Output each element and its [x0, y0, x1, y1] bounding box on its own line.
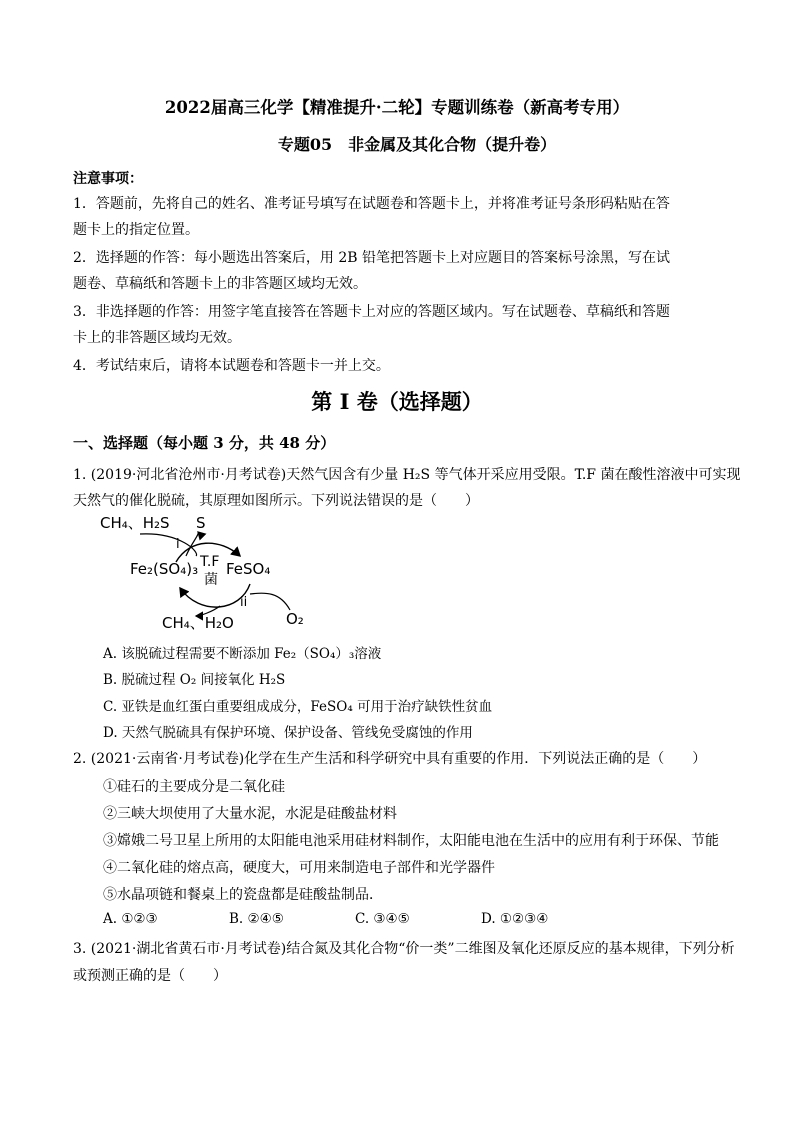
q2-option-b: B. ②④⑤	[229, 911, 284, 927]
label-bacteria: 菌	[204, 572, 218, 588]
q2-option-a: A. ①②③	[103, 911, 158, 927]
q3-stem-line2: 或预测正确的是（ ）	[73, 968, 227, 984]
q2-statement: ③嫦娥二号卫星上所用的太阳能电池采用硅材料制作，太阳能电池在生活中的应用有利于环保、节能	[103, 833, 719, 849]
notice-line: 1．答题前，先将自己的姓名、准考证号填写在试题卷和答题卡上，并将准考证号条形码粘贴在答	[73, 196, 670, 212]
q2-statement: ②三峡大坝使用了大量水泥，水泥是硅酸盐材料	[103, 806, 397, 822]
q1-desulfurization-diagram	[100, 512, 320, 640]
notice-line: 题卷、草稿纸和答题卡上的非答题区域均无效。	[73, 276, 367, 292]
label-ch4-h2o: CH₄、H₂O	[162, 614, 234, 632]
q3-stem-line1: 3. (2021·湖北省黄石市·月考试卷)结合氮及其化合物“价一类”二维图及氧化还原反应的基本规律，下列分析	[73, 941, 735, 957]
notice-line: 题卡上的指定位置。	[73, 222, 199, 238]
q2-statement: ④二氧化硅的熔点高，硬度大，可用来制造电子部件和光学器件	[103, 860, 495, 876]
label-tf: T.F	[200, 554, 220, 570]
notice-heading: 注意事项：	[73, 171, 143, 187]
paper-subtitle: 专题05 非金属及其化合物（提升卷）	[277, 135, 557, 154]
q2-stem: 2. (2021·云南省·月考试卷)化学在生产生活和科学研究中具有重要的作用．下列说法正确的是（ ）	[73, 751, 707, 767]
q1-option-d: D. 天然气脱硫具有保护环境、保护设备、管线免受腐蚀的作用	[103, 725, 473, 741]
label-feso4: FeSO₄	[226, 560, 271, 578]
q1-option-c: C. 亚铁是血红蛋白重要组成成分，FeSO₄ 可用于治疗缺铁性贫血	[103, 699, 493, 715]
q1-stem-line1: 1. (2019·河北省沧州市·月考试卷)天然气因含有少量 H₂S 等气体开采应用受限。T.F 菌在酸性溶液中可实现	[73, 467, 741, 483]
label-fe2so43: Fe₂(SO₄)₃	[130, 560, 199, 578]
notice-line: 2．选择题的作答：每小题选出答案后，用 2B 铅笔把答题卡上对应题目的答案标号涂黑，写在试	[73, 250, 671, 266]
q2-option-c: C. ③④⑤	[355, 911, 410, 927]
label-s: S	[196, 514, 206, 532]
notice-line: 卡上的非答题区域均无效。	[73, 330, 241, 346]
notice-line: 4．考试结束后，请将本试题卷和答题卡一并上交。	[73, 358, 390, 374]
q2-option-d: D. ①②③④	[481, 911, 549, 927]
q1-stem-line2: 天然气的催化脱硫，其原理如图所示。下列说法错误的是（ ）	[73, 493, 479, 509]
label-step-ii: ii	[240, 595, 248, 610]
part-heading: 一、选择题（每小题 3 分，共 48 分）	[73, 434, 336, 452]
q1-option-b: B. 脱硫过程 O₂ 间接氧化 H₂S	[103, 672, 286, 688]
q1-option-a: A. 该脱硫过程需要不断添加 Fe₂（SO₄）₃溶液	[103, 646, 382, 662]
label-ch4-h2s: CH₄、H₂S	[100, 514, 170, 532]
label-step-i: i	[176, 537, 180, 552]
q2-statement: ①硅石的主要成分是二氧化硅	[103, 779, 285, 795]
arrow-o2-in	[250, 593, 290, 610]
q2-statement: ⑤水晶项链和餐桌上的瓷盘都是硅酸盐制品．	[103, 887, 383, 903]
label-o2: O₂	[286, 610, 304, 628]
notice-line: 3．非选择题的作答：用签字笔直接答在答题卡上对应的答题区域内。写在试题卷、草稿纸和答题	[73, 304, 670, 320]
q2-answer-options	[103, 911, 607, 927]
section-title: 第 I 卷（选择题）	[311, 389, 483, 414]
paper-title: 2022届高三化学【精准提升·二轮】专题训练卷（新高考专用）	[164, 98, 630, 117]
